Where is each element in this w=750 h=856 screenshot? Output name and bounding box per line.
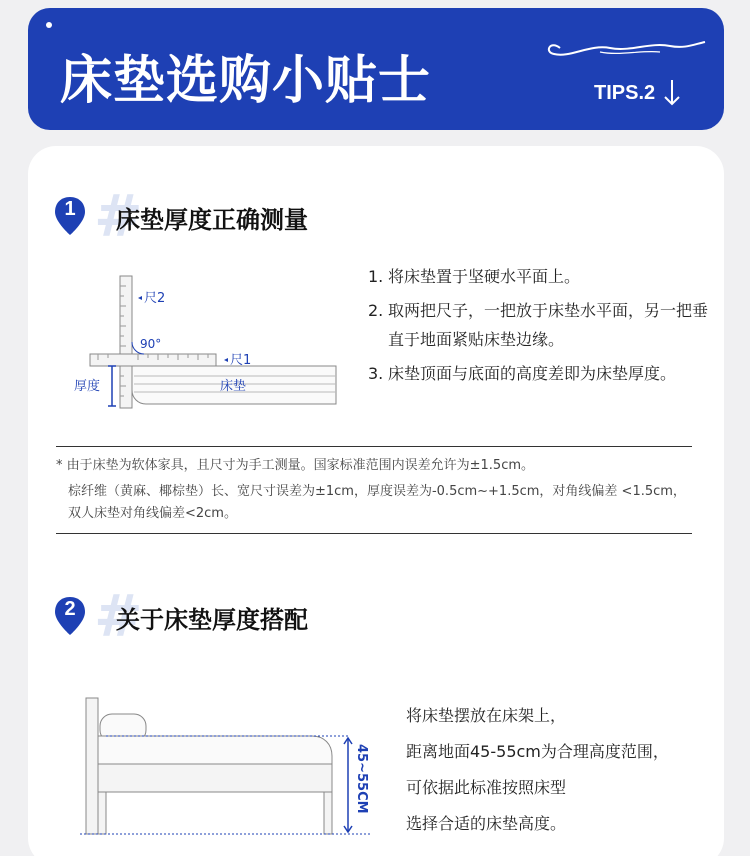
measure-diagram — [68, 272, 348, 416]
header-banner — [28, 8, 724, 130]
text-line: 可依据此标准按照床型 — [406, 778, 567, 797]
decor-dot — [46, 22, 52, 28]
text-line: 距离地面45-55cm为合理高度范围， — [406, 742, 669, 761]
step-item: 1. 将床垫置于坚硬水平面上。 — [368, 267, 581, 286]
ruler1-label: 尺1 — [230, 353, 252, 368]
note-line: 棕纤维（黄麻、椰棕垫）长、宽尺寸误差为±1cm，厚度误差为-0.5cm~+1.5cm，对角线偏差 <1.5cm，双人床垫对角线偏差<2cm。 — [68, 484, 686, 521]
mattress-label: 床垫 — [220, 379, 247, 394]
section2-number: 2 — [64, 598, 76, 620]
hash-decoration-icon: # — [94, 182, 143, 250]
section1-title: 床垫厚度正确测量 — [116, 206, 308, 234]
height-range-label: 45~55CM — [354, 744, 369, 814]
content-card — [28, 146, 724, 856]
bed-height-text — [406, 698, 706, 842]
step-item: 3. 床垫顶面与底面的高度差即为床垫厚度。 — [368, 364, 677, 383]
arrow-down-icon — [662, 78, 682, 108]
measure-steps — [368, 262, 708, 393]
hash-decoration-icon: # — [94, 582, 143, 650]
bed-diagram — [80, 694, 380, 844]
text-line: 将床垫摆放在床架上， — [406, 706, 567, 725]
section2-title: 关于床垫厚度搭配 — [116, 606, 308, 634]
wave-decoration-icon — [540, 34, 710, 64]
angle-label: 90° — [140, 337, 162, 351]
ruler2-label: 尺2 — [144, 291, 166, 306]
tolerance-note — [56, 446, 692, 534]
page-title: 床垫选购小贴士 — [60, 51, 432, 111]
section1-number: 1 — [64, 198, 76, 220]
tips-label: TIPS.2 — [594, 82, 656, 104]
step-item: 2. 取两把尺子，一把放于床垫水平面，另一把垂直于地面紧贴床垫边缘。 — [368, 301, 709, 349]
thickness-label: 厚度 — [74, 379, 101, 394]
note-line: * 由于床垫为软体家具，且尺寸为手工测量。国家标准范围内误差允许为±1.5cm。 — [56, 458, 535, 473]
text-line: 选择合适的床垫高度。 — [406, 814, 567, 833]
